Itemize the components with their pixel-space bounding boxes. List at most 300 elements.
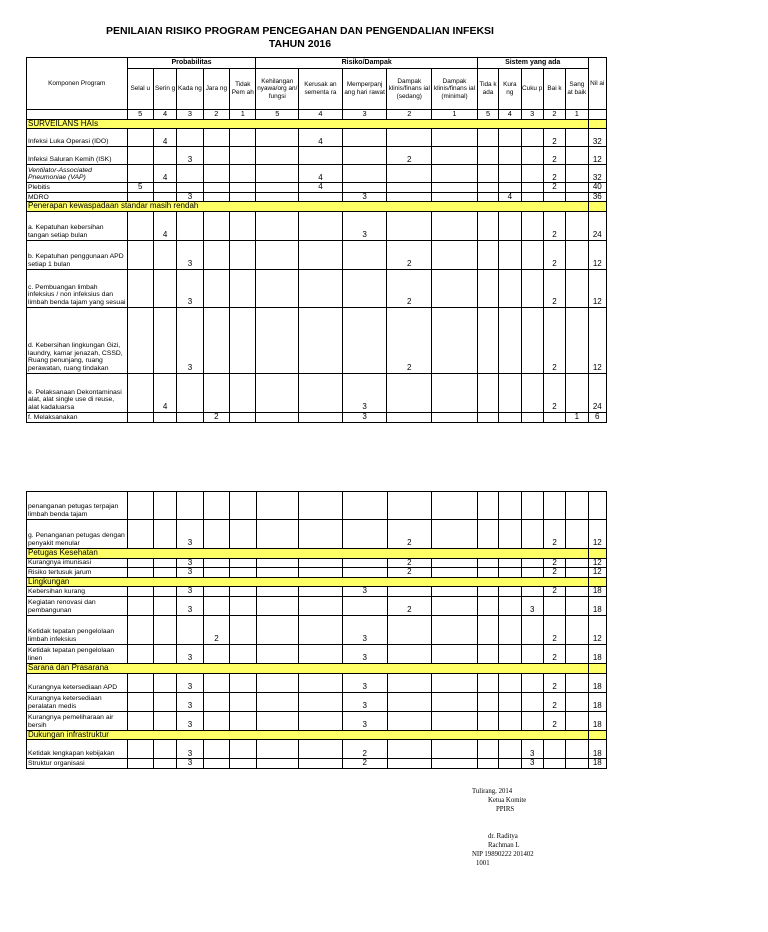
weight-cell: 4 xyxy=(153,110,176,120)
score-cell xyxy=(521,211,543,240)
table-row xyxy=(27,740,607,759)
score-cell xyxy=(203,596,229,615)
nilai-cell: 18 xyxy=(588,759,606,769)
score-cell xyxy=(153,307,176,373)
score-cell: 2 xyxy=(543,587,565,597)
score-cell xyxy=(256,307,299,373)
score-cell: 3 xyxy=(342,692,387,711)
score-cell xyxy=(256,740,299,759)
score-cell xyxy=(153,192,176,202)
score-cell xyxy=(499,520,521,549)
score-cell xyxy=(230,147,256,165)
score-cell xyxy=(499,692,521,711)
score-cell: 4 xyxy=(299,165,343,183)
score-cell xyxy=(256,192,299,202)
score-cell xyxy=(299,558,343,568)
score-cell: 2 xyxy=(342,740,387,759)
score-cell xyxy=(256,240,299,269)
score-cell: 3 xyxy=(177,269,203,307)
score-cell: 2 xyxy=(387,568,432,578)
header-risiko-col: Dampak klinis/finans ial (minimal) xyxy=(432,69,478,110)
score-cell xyxy=(127,568,153,578)
score-cell xyxy=(127,373,153,412)
header-risiko-col: Kehilangan nyawa/org an/ fungsi xyxy=(256,69,299,110)
score-cell xyxy=(387,615,432,644)
score-cell xyxy=(299,759,343,769)
table-row xyxy=(27,520,607,549)
score-cell xyxy=(432,183,478,193)
score-cell xyxy=(566,129,588,147)
weight-cell: 1 xyxy=(432,110,478,120)
component-label: d. Kebersihan lingkungan Gizi, laundry, kamar jenazah, CSSD, Ruang penunjang, ruang perawatan, ruang tindakan xyxy=(27,307,128,373)
score-cell xyxy=(177,615,203,644)
score-cell xyxy=(387,165,432,183)
score-cell: 3 xyxy=(177,673,203,692)
table-row xyxy=(27,615,607,644)
score-cell xyxy=(566,644,588,663)
score-cell xyxy=(477,711,498,730)
score-cell xyxy=(499,129,521,147)
score-cell: 2 xyxy=(543,568,565,578)
score-cell xyxy=(543,412,565,422)
table-row xyxy=(27,673,607,692)
table-row xyxy=(27,211,607,240)
score-cell xyxy=(256,373,299,412)
score-cell xyxy=(387,373,432,412)
score-cell xyxy=(299,587,343,597)
score-cell xyxy=(256,596,299,615)
score-cell xyxy=(177,211,203,240)
section-nilai xyxy=(588,730,606,740)
score-cell xyxy=(566,520,588,549)
score-cell xyxy=(127,587,153,597)
score-cell: 2 xyxy=(543,644,565,663)
score-cell: 3 xyxy=(342,673,387,692)
score-cell xyxy=(230,711,256,730)
component-label: Kegiatan renovasi dan pembangunan xyxy=(27,596,128,615)
score-cell: 3 xyxy=(177,587,203,597)
score-cell: 2 xyxy=(543,373,565,412)
score-cell: 2 xyxy=(543,673,565,692)
document-title: PENILAIAN RISIKO PROGRAM PENCEGAHAN DAN PENGENDALIAN INFEKSI xyxy=(106,25,494,37)
score-cell: 2 xyxy=(203,615,229,644)
score-cell xyxy=(127,615,153,644)
section-label: Lingkungan xyxy=(27,577,589,587)
section-label: Penerapan kewaspadaan standar masih rendah xyxy=(27,202,589,212)
score-cell: 2 xyxy=(543,147,565,165)
score-cell xyxy=(299,147,343,165)
score-cell xyxy=(566,558,588,568)
score-cell xyxy=(256,587,299,597)
score-cell: 3 xyxy=(521,740,543,759)
score-cell xyxy=(521,587,543,597)
score-cell xyxy=(127,147,153,165)
score-cell xyxy=(566,596,588,615)
score-cell xyxy=(127,492,153,520)
weight-cell: 2 xyxy=(543,110,565,120)
score-cell xyxy=(499,711,521,730)
score-cell xyxy=(230,165,256,183)
section-label: SURVEILANS HAIs xyxy=(27,119,589,129)
score-cell xyxy=(153,596,176,615)
component-label: Kurangnya pemeliharaan air bersih xyxy=(27,711,128,730)
score-cell: 3 xyxy=(521,759,543,769)
component-label: f. Melaksanakan xyxy=(27,412,128,422)
section-row xyxy=(27,119,607,129)
score-cell xyxy=(387,673,432,692)
score-cell xyxy=(387,183,432,193)
score-cell xyxy=(230,558,256,568)
score-cell xyxy=(387,492,432,520)
score-cell xyxy=(177,165,203,183)
score-cell xyxy=(256,644,299,663)
score-cell: 2 xyxy=(543,129,565,147)
score-cell xyxy=(521,644,543,663)
section-label: Sarana dan Prasarana xyxy=(27,663,589,673)
score-cell xyxy=(521,492,543,520)
score-cell: 4 xyxy=(153,129,176,147)
score-cell xyxy=(521,692,543,711)
score-cell xyxy=(432,492,478,520)
score-cell: 3 xyxy=(177,192,203,202)
score-cell xyxy=(387,129,432,147)
nilai-cell: 12 xyxy=(588,520,606,549)
table-row xyxy=(27,711,607,730)
component-label: Ketidak tepatan pengelolaan linen xyxy=(27,644,128,663)
score-cell xyxy=(477,759,498,769)
score-cell xyxy=(203,492,229,520)
score-cell xyxy=(499,183,521,193)
score-cell: 4 xyxy=(499,192,521,202)
score-cell xyxy=(256,558,299,568)
header-sistem: Sistem yang ada xyxy=(477,58,588,69)
score-cell: 2 xyxy=(543,240,565,269)
weight-cell: 5 xyxy=(256,110,299,120)
score-cell xyxy=(299,740,343,759)
table-row xyxy=(27,759,607,769)
score-cell xyxy=(477,129,498,147)
header-risiko: Risiko/Dampak xyxy=(256,58,477,69)
score-cell xyxy=(477,373,498,412)
weight-cell: 2 xyxy=(203,110,229,120)
score-cell xyxy=(177,373,203,412)
signature-name-line2: Rachman L xyxy=(488,842,520,849)
score-cell xyxy=(127,269,153,307)
score-cell xyxy=(566,568,588,578)
score-cell: 3 xyxy=(342,644,387,663)
score-cell xyxy=(230,520,256,549)
score-cell xyxy=(299,373,343,412)
score-cell xyxy=(477,165,498,183)
score-cell: 3 xyxy=(177,307,203,373)
score-cell xyxy=(153,183,176,193)
score-cell xyxy=(566,183,588,193)
score-cell xyxy=(153,520,176,549)
score-cell xyxy=(499,307,521,373)
nilai-cell: 18 xyxy=(588,644,606,663)
score-cell xyxy=(432,147,478,165)
score-cell xyxy=(499,596,521,615)
score-cell xyxy=(432,240,478,269)
score-cell xyxy=(153,711,176,730)
score-cell xyxy=(230,692,256,711)
score-cell: 2 xyxy=(203,412,229,422)
score-cell xyxy=(432,165,478,183)
score-cell xyxy=(566,740,588,759)
score-cell xyxy=(230,211,256,240)
score-cell xyxy=(477,307,498,373)
score-cell: 3 xyxy=(177,520,203,549)
score-cell xyxy=(477,692,498,711)
score-cell xyxy=(127,307,153,373)
score-cell xyxy=(432,211,478,240)
score-cell xyxy=(299,692,343,711)
score-cell: 2 xyxy=(543,211,565,240)
section-row xyxy=(27,730,607,740)
table-row xyxy=(27,183,607,193)
score-cell: 2 xyxy=(387,558,432,568)
score-cell xyxy=(499,587,521,597)
component-label: Struktur organisasi xyxy=(27,759,128,769)
score-cell xyxy=(153,147,176,165)
score-cell: 2 xyxy=(387,269,432,307)
score-cell xyxy=(256,183,299,193)
weight-cell: 1 xyxy=(566,110,588,120)
score-cell xyxy=(299,269,343,307)
component-label: Infeksi Luka Operasi (IDO) xyxy=(27,129,128,147)
score-cell: 3 xyxy=(521,596,543,615)
score-cell xyxy=(477,568,498,578)
score-cell xyxy=(203,373,229,412)
score-cell xyxy=(432,520,478,549)
header-sistem-col: Sang at baik xyxy=(566,69,588,110)
score-cell xyxy=(521,269,543,307)
score-cell xyxy=(387,711,432,730)
signature-place-date: Tulirang, 2014 xyxy=(472,788,513,795)
score-cell: 3 xyxy=(177,740,203,759)
score-cell xyxy=(256,520,299,549)
header-sistem-col: Cuku p xyxy=(521,69,543,110)
score-cell xyxy=(230,412,256,422)
section-label: Petugas Kesehatan xyxy=(27,549,589,559)
header-sistem-col: Bai k xyxy=(543,69,565,110)
component-label: g. Penanganan petugas dengan penyakit menular xyxy=(27,520,128,549)
table-row xyxy=(27,129,607,147)
table-row xyxy=(27,269,607,307)
score-cell: 4 xyxy=(153,165,176,183)
score-cell xyxy=(127,740,153,759)
score-cell: 2 xyxy=(543,558,565,568)
table-row xyxy=(27,568,607,578)
header-nilai: Nil ai xyxy=(588,58,606,110)
score-cell xyxy=(543,192,565,202)
score-cell xyxy=(230,740,256,759)
component-label: penanganan petugas terpajan limbah benda tajam xyxy=(27,492,128,520)
score-cell xyxy=(521,165,543,183)
nilai-cell: 18 xyxy=(588,596,606,615)
nilai-cell: 18 xyxy=(588,740,606,759)
header-sistem-col: Kura ng xyxy=(499,69,521,110)
nilai-cell: 12 xyxy=(588,568,606,578)
score-cell xyxy=(521,568,543,578)
score-cell xyxy=(127,644,153,663)
risk-table-part2 xyxy=(26,491,607,769)
score-cell xyxy=(127,240,153,269)
score-cell xyxy=(477,147,498,165)
score-cell: 4 xyxy=(299,129,343,147)
score-cell xyxy=(299,307,343,373)
score-cell xyxy=(230,568,256,578)
component-label: Kurangnya imunisasi xyxy=(27,558,128,568)
score-cell xyxy=(153,492,176,520)
signature-nip-line2: 1001 xyxy=(476,860,490,867)
table-row xyxy=(27,587,607,597)
nilai-cell: 12 xyxy=(588,558,606,568)
section-row xyxy=(27,549,607,559)
score-cell xyxy=(521,558,543,568)
weight-cell: 3 xyxy=(177,110,203,120)
nilai-cell: 12 xyxy=(588,307,606,373)
score-cell xyxy=(477,587,498,597)
section-nilai xyxy=(588,119,606,129)
weight-cell: 3 xyxy=(521,110,543,120)
score-cell xyxy=(203,192,229,202)
score-cell xyxy=(566,240,588,269)
score-cell xyxy=(342,240,387,269)
score-cell xyxy=(387,759,432,769)
score-cell xyxy=(432,711,478,730)
score-cell xyxy=(127,412,153,422)
score-cell xyxy=(153,558,176,568)
nilai-cell: 18 xyxy=(588,587,606,597)
score-cell xyxy=(521,129,543,147)
score-cell xyxy=(230,269,256,307)
score-cell xyxy=(203,183,229,193)
score-cell xyxy=(153,269,176,307)
score-cell xyxy=(153,759,176,769)
score-cell xyxy=(566,165,588,183)
score-cell xyxy=(432,307,478,373)
score-cell xyxy=(477,412,498,422)
score-cell: 3 xyxy=(177,558,203,568)
score-cell xyxy=(521,520,543,549)
score-cell: 5 xyxy=(127,183,153,193)
document-year: TAHUN 2016 xyxy=(268,38,332,50)
score-cell xyxy=(127,192,153,202)
nilai-cell: 32 xyxy=(588,165,606,183)
score-cell xyxy=(177,492,203,520)
score-cell: 4 xyxy=(153,211,176,240)
score-cell xyxy=(499,412,521,422)
score-cell xyxy=(521,240,543,269)
score-cell xyxy=(203,129,229,147)
score-cell xyxy=(127,759,153,769)
score-cell xyxy=(299,492,343,520)
score-cell xyxy=(477,269,498,307)
score-cell xyxy=(432,568,478,578)
weight-cell: 5 xyxy=(127,110,153,120)
weight-cell: 4 xyxy=(499,110,521,120)
score-cell xyxy=(177,129,203,147)
score-cell xyxy=(230,373,256,412)
component-label: Kurangnya ketersediaan APD xyxy=(27,673,128,692)
score-cell xyxy=(499,492,521,520)
score-cell: 3 xyxy=(177,568,203,578)
score-cell xyxy=(499,740,521,759)
score-cell: 3 xyxy=(342,711,387,730)
score-cell: 3 xyxy=(342,211,387,240)
score-cell xyxy=(153,568,176,578)
score-cell xyxy=(203,644,229,663)
score-cell xyxy=(230,596,256,615)
score-cell xyxy=(566,492,588,520)
weight-cell: 5 xyxy=(477,110,498,120)
score-cell: 3 xyxy=(177,711,203,730)
score-cell: 2 xyxy=(387,240,432,269)
section-row xyxy=(27,202,607,212)
score-cell: 2 xyxy=(543,615,565,644)
header-sistem-col: Tida k ada xyxy=(477,69,498,110)
score-cell: 2 xyxy=(543,711,565,730)
header-probabilitas-col: Serin g xyxy=(153,69,176,110)
score-cell: 3 xyxy=(342,412,387,422)
score-cell xyxy=(342,147,387,165)
score-cell xyxy=(230,240,256,269)
score-cell: 2 xyxy=(387,147,432,165)
score-cell xyxy=(230,615,256,644)
score-cell xyxy=(477,558,498,568)
score-cell xyxy=(342,183,387,193)
score-cell xyxy=(256,129,299,147)
nilai-cell: 6 xyxy=(588,412,606,422)
nilai-cell: 32 xyxy=(588,129,606,147)
score-cell xyxy=(127,558,153,568)
header-probabilitas: Probabilitas xyxy=(127,58,256,69)
score-cell xyxy=(299,520,343,549)
table-row xyxy=(27,192,607,202)
score-cell xyxy=(299,211,343,240)
table-row xyxy=(27,558,607,568)
nilai-cell: 12 xyxy=(588,147,606,165)
table-row xyxy=(27,644,607,663)
score-cell xyxy=(566,711,588,730)
component-label: Infeksi Saluran Kemih (ISK) xyxy=(27,147,128,165)
table-row xyxy=(27,240,607,269)
score-cell xyxy=(127,165,153,183)
score-cell xyxy=(432,373,478,412)
nilai-cell: 24 xyxy=(588,373,606,412)
score-cell xyxy=(432,596,478,615)
score-cell: 3 xyxy=(342,587,387,597)
score-cell xyxy=(432,558,478,568)
score-cell xyxy=(566,587,588,597)
score-cell xyxy=(342,520,387,549)
signature-nip: NIP 19890222 201402 xyxy=(472,851,534,858)
score-cell xyxy=(203,269,229,307)
score-cell xyxy=(566,615,588,644)
signature-name: dr. Raditya xyxy=(488,833,518,840)
weight-cell: 1 xyxy=(230,110,256,120)
score-cell xyxy=(477,492,498,520)
score-cell xyxy=(387,211,432,240)
score-cell xyxy=(432,644,478,663)
score-cell xyxy=(477,211,498,240)
score-cell xyxy=(342,307,387,373)
score-cell xyxy=(432,759,478,769)
score-cell xyxy=(432,615,478,644)
score-cell xyxy=(387,740,432,759)
score-cell xyxy=(543,759,565,769)
